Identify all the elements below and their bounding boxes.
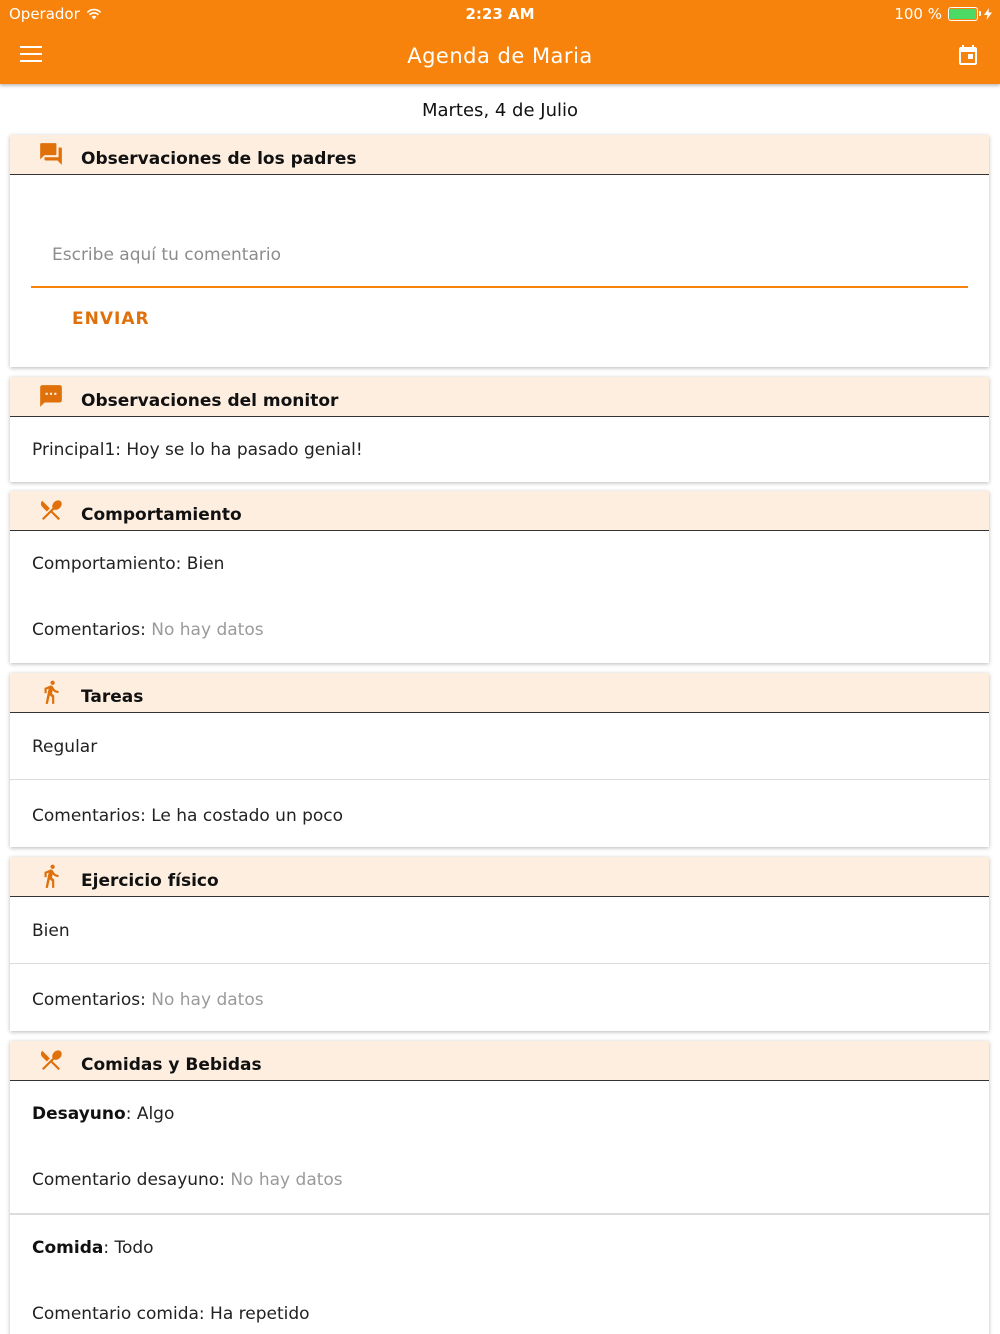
- card-title: Comportamiento: [81, 505, 242, 525]
- status-bar: [0, 0, 1000, 28]
- breakfast-label: Desayuno: [32, 1104, 126, 1124]
- card-header: [10, 491, 989, 531]
- comments-value: No hay datos: [151, 990, 264, 1010]
- card-header: [10, 857, 989, 897]
- card-title: Comidas y Bebidas: [81, 1055, 262, 1075]
- input-underline: [31, 286, 968, 288]
- card-header: [10, 673, 989, 713]
- card-header: [10, 1041, 989, 1081]
- page-title: Agenda de Maria: [407, 44, 593, 68]
- tasks-card: [10, 673, 989, 847]
- walking-person-icon: [38, 679, 64, 705]
- tasks-comments: Comentarios: Le ha costado un poco: [32, 806, 344, 826]
- comments-label: Comentarios:: [32, 620, 146, 640]
- lunch-amount: : Todo: [103, 1238, 154, 1258]
- date-label: Martes, 4 de Julio: [421, 100, 579, 121]
- behavior-card: [10, 491, 989, 663]
- tasks-value: Regular: [32, 737, 98, 757]
- exercise-card: [10, 857, 989, 1031]
- card-title: Observaciones del monitor: [81, 391, 339, 411]
- message-dots-icon: [38, 383, 64, 409]
- battery-status: [894, 5, 992, 23]
- lunch-value: [32, 1238, 154, 1258]
- monitor-observations-card: [10, 377, 989, 482]
- card-title: Tareas: [81, 687, 144, 707]
- card-title: Observaciones de los padres: [81, 149, 357, 169]
- battery-icon: [948, 7, 978, 21]
- carrier-label: Operador: [9, 5, 80, 23]
- status-time: 2:23 AM: [465, 5, 535, 23]
- send-button[interactable]: ENVIAR: [72, 309, 150, 329]
- monitor-comment: Principal1: Hoy se lo ha pasado genial!: [32, 440, 363, 460]
- battery-percent: 100 %: [894, 5, 942, 23]
- parents-observations-card: [10, 135, 989, 367]
- breakfast-comment-label: Comentario desayuno:: [32, 1170, 225, 1190]
- lunch-comment: Comentario comida: Ha repetido: [32, 1304, 310, 1324]
- behavior-value: Comportamiento: Bien: [32, 554, 225, 574]
- chat-bubbles-icon: [38, 141, 64, 167]
- divider: [10, 963, 989, 964]
- fork-knife-icon: [38, 497, 64, 523]
- behavior-comments: [32, 620, 264, 640]
- fork-knife-icon: [38, 1047, 64, 1073]
- charging-bolt-icon: [984, 8, 992, 20]
- breakfast-comment: [32, 1170, 343, 1190]
- exercise-value: Bien: [32, 921, 70, 941]
- breakfast-comment-value: No hay datos: [230, 1170, 343, 1190]
- lunch-label: Comida: [32, 1238, 104, 1258]
- divider: [10, 1213, 989, 1215]
- walking-person-icon: [38, 863, 64, 889]
- divider: [10, 779, 989, 780]
- calendar-icon[interactable]: [956, 44, 980, 68]
- comment-input[interactable]: Escribe aquí tu comentario: [52, 245, 282, 265]
- app-bar: [0, 0, 1000, 84]
- card-title: Ejercicio físico: [81, 871, 219, 891]
- breakfast-amount: : Algo: [125, 1104, 175, 1124]
- exercise-comments: [32, 990, 264, 1010]
- card-header: [10, 135, 989, 175]
- comments-value: No hay datos: [151, 620, 264, 640]
- breakfast-value: [32, 1104, 174, 1124]
- meals-card: [10, 1041, 989, 1334]
- comments-label: Comentarios:: [32, 990, 146, 1010]
- card-header: [10, 377, 989, 417]
